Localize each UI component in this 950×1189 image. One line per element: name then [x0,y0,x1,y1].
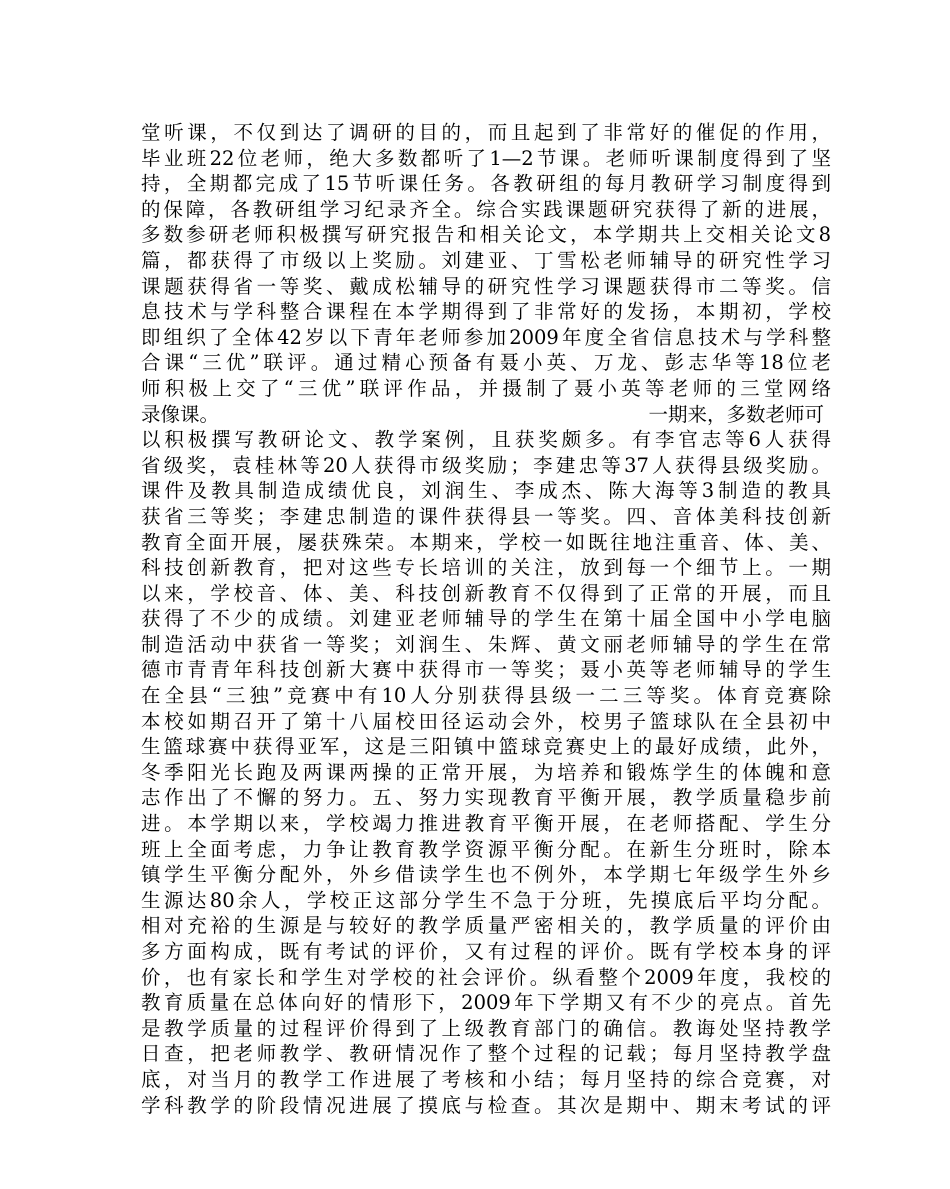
text-line: 制造活动中获省一等奖；刘润生、朱辉、黄文丽老师辅导的学生在常 [141,632,831,656]
text-line: 生篮球赛中获得亚军，这是三阳镇中篮球竞赛史上的最好成绩，此外， [141,735,831,759]
text-line: 获省三等奖；李建忠制造的课件获得县一等奖。四、音体美科技创新 [141,504,831,528]
text-line: 是教学质量的过程评价得到了上级教育部门的确信。教诲处坚持教学 [141,1016,831,1040]
text-line: 课件及教具制造成绩优良，刘润生、李成杰、陈大海等3制造的教具 [141,479,831,503]
text-line: 本校如期召开了第十八届校田径运动会外，校男子篮球队在全县初中 [141,709,831,733]
text-line: 获得了不少的成绩。刘建亚老师辅导的学生在第十届全国中小学电脑 [141,607,831,631]
text-line: 息技术与学科整合课程在本学期得到了非常好的发扬，本期初，学校 [141,300,831,324]
text-line: 生源达80余人，学校正这部分学生不急于分班，先摸底后平均分配。 [141,888,831,912]
text-line: 相对充裕的生源是与较好的教学质量严密相关的，教学质量的评价由 [141,914,831,938]
text-line: 合课“三优”联评。通过精心预备有聂小英、万龙、彭志华等18位老 [141,351,831,375]
text-line: 的保障，各教研组学习纪录齐全。综合实践课题研究获得了新的进展， [141,197,831,221]
text-line: 以积极撰写教研论文、教学案例，且获奖颇多。有李官志等6人获得 [141,428,831,452]
body-text [141,120,831,1118]
text-line: 志作出了不懈的努力。五、努力实现教育平衡开展，教学质量稳步前 [141,786,831,810]
text-line: 价，也有家长和学生对学校的社会评价。纵看整个2009年度，我校的 [141,965,831,989]
text-line: 篇，都获得了市级以上奖励。刘建亚、丁雪松老师辅导的研究性学习 [141,248,831,272]
text-line: 日查，把老师教学、教研情况作了整个过程的记载；每月坚持教学盘 [141,1042,831,1066]
text-line: 学科教学的阶段情况进展了摸底与检查。其次是期中、期末考试的评 [141,1093,831,1117]
text-line: 多数参研老师积极撰写研究报告和相关论文，本学期共上交相关论文8 [141,223,831,247]
text-line-split [141,402,831,428]
text-line: 班上全面考虑，力争让教育教学资源平衡分配。在新生分班时，除本 [141,837,831,861]
text-line: 进。本学期以来，学校竭力推进教育平衡开展，在老师搭配、学生分 [141,812,831,836]
text-line: 镇学生平衡分配外，外乡借读学生也不例外，本学期七年级学生外乡 [141,863,831,887]
text-line: 以来，学校音、体、美、科技创新教育不仅得到了正常的开展，而且 [141,581,831,605]
text-line: 毕业班22位老师，绝大多数都听了1—2节课。老师听课制度得到了坚 [141,146,831,170]
text-line: 多方面构成，既有考试的评价，又有过程的评价。既有学校本身的评 [141,940,831,963]
text-line: 在全县“三独”竞赛中有10人分别获得县级一二三等奖。体育竞赛除 [141,684,831,708]
text-line: 冬季阳光长跑及两课两操的正常开展，为培养和锻炼学生的体魄和意 [141,760,831,784]
text-line: 持，全期都完成了15节听课任务。各教研组的每月教研学习制度得到 [141,172,831,196]
text-line: 课题获得省一等奖、戴成松辅导的研究性学习课题获得市二等奖。信 [141,274,831,298]
text-line: 教育质量在总体向好的情形下，2009年下学期又有不少的亮点。首先 [141,991,831,1015]
text-line: 师积极上交了“三优”联评作品，并摄制了聂小英等老师的三堂网络 [141,376,831,400]
text-line: 省级奖，袁桂林等20人获得市级奖励；李建忠等37人获得县级奖励。 [141,453,831,477]
text-line: 即组织了全体42岁以下青年老师参加2009年度全省信息技术与学科整 [141,325,831,349]
text-line: 堂听课，不仅到达了调研的目的，而且起到了非常好的催促的作用， [141,121,831,144]
text-line-left: 录像课。 [141,402,220,426]
text-line: 底，对当月的教学工作进展了考核和小结；每月坚持的综合竞赛，对 [141,1067,831,1091]
text-line: 科技创新教育，把对这些专长培训的关注，放到每一个细节上。一期 [141,556,831,580]
text-line: 德市青青年科技创新大赛中获得市一等奖；聂小英等老师辅导的学生 [141,658,831,682]
text-line-right: 一期来，多数老师可 [648,402,824,426]
text-line: 教育全面开展，屡获殊荣。本期来，学校一如既往地注重音、体、美、 [141,530,831,554]
